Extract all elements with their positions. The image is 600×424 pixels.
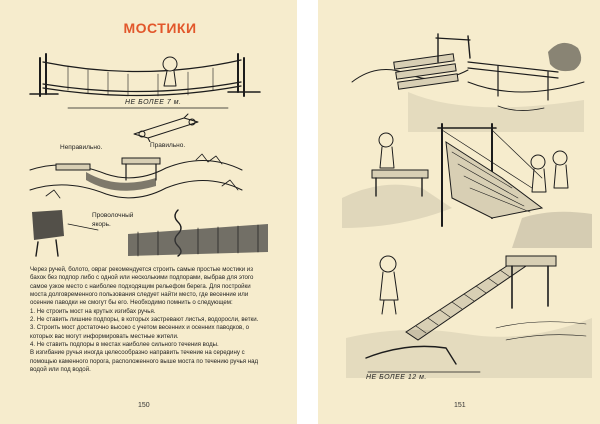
label-right: Правильно.	[150, 142, 186, 149]
list-item: 4. Не ставить подпоры в местах наиболее сильного течения воды.	[30, 341, 219, 349]
label-wrong: Неправильно.	[60, 144, 103, 151]
label-wire-anchor-line1: Проволочный	[92, 212, 134, 219]
illustration-bridge-placement	[26, 150, 246, 210]
illustration-log-bridge	[348, 22, 588, 132]
list-item: 1. Не строить мост на крутых изгибах ручья.	[30, 307, 156, 315]
list-item: 2. Не ставить лишние подпоры, в которых застревают листья, водоросли, ветки.	[30, 316, 259, 324]
page-number-right: 151	[454, 402, 466, 409]
illustration-plank-ramp-bridge	[346, 248, 592, 378]
page-title: МОСТИКИ	[123, 20, 197, 36]
illustration-wire-anchor	[28, 206, 273, 258]
label-wire-anchor-line2: якорь.	[92, 221, 111, 228]
book-gutter	[297, 0, 318, 424]
paragraph: В изгибание ручья иногда целесообразно направить течение на середину с помощью каменного порога, расположенного выше моста по течению ручья над водой или под водой.	[30, 349, 259, 374]
left-page	[0, 0, 297, 424]
illustration-hanging-bridge	[342, 118, 592, 248]
measure-label-12m: НЕ БОЛЕЕ 12 м.	[366, 374, 427, 381]
measure-label-7m: НЕ БОЛЕЕ 7 м.	[125, 99, 182, 106]
body-text	[30, 266, 262, 374]
illustration-plank-detail	[128, 112, 208, 142]
list-item: 3. Строить мост достаточно высоко с учетом весенних и осенних паводков, о которых вас могут информировать местные жители.	[30, 324, 250, 340]
right-page	[318, 0, 600, 424]
page-number-left: 150	[138, 402, 150, 409]
paragraph: Через ручей, болото, овраг рекомендуется строить самые простые мостики из бахок без подпор либо с одной или несколькими подпорами, выбрав для этого самое узкое место с наиболее подходящим рельефом берега. Для постройки моста долговременного пользования следует найти место, где весенние или осенние паводки не смогут бы его. Необходимо помнить о следующем:	[30, 266, 254, 307]
